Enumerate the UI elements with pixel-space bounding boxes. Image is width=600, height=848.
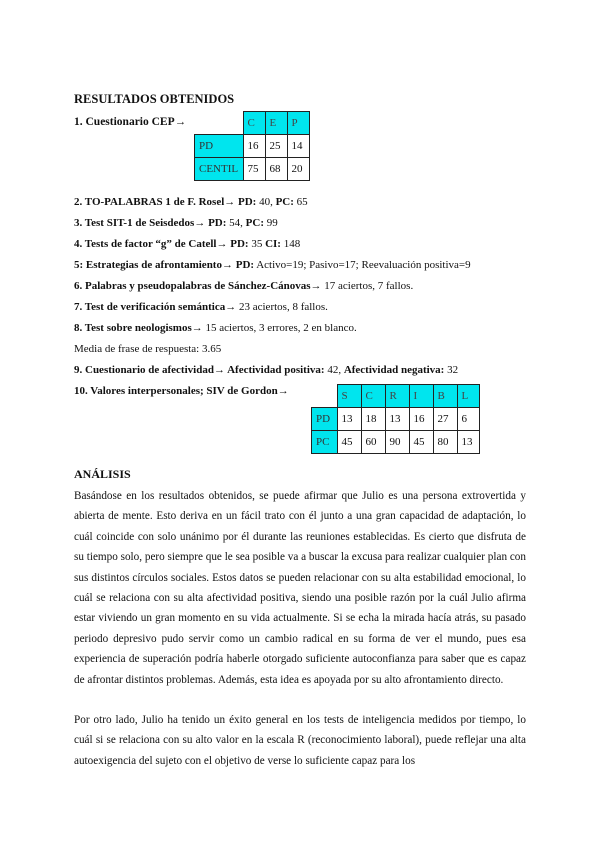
result-item-7: 7. Test de verificación semántica→ 23 aciertos, 8 fallos. [74, 301, 328, 313]
table-row [195, 135, 310, 158]
result-item-5: 5: Estrategias de afrontamiento→ PD: Activo=19; Pasivo=17; Reevaluación positiva=9 [74, 259, 471, 271]
table-header: L [457, 385, 479, 408]
row-label: PD [195, 135, 244, 158]
table-cell: 90 [385, 431, 409, 454]
analysis-heading: ANÁLISIS [74, 467, 131, 481]
table-cell: 45 [337, 431, 361, 454]
table-row [312, 431, 480, 454]
results-heading: RESULTADOS OBTENIDOS [74, 92, 235, 106]
row-label: PD [312, 408, 338, 431]
result-item-4: 4. Tests de factor “g” de Catell→ PD: 35 CI: 148 [74, 238, 301, 250]
table-cell: 75 [243, 158, 265, 181]
table-cell: 18 [361, 408, 385, 431]
table-corner [312, 385, 338, 408]
table-header: S [337, 385, 361, 408]
table-cell: 68 [265, 158, 287, 181]
table-row [195, 112, 310, 135]
table-cell: 13 [337, 408, 361, 431]
analysis-paragraph-1: Basándose en los resultados obtenidos, se puede afirmar que Julio es una persona extrovertida y abierta de mente. Esto deriva en un fácil trato con él junto a una gran capacidad de adaptación, lo cuál coincide con solo unánimo por él durante las reuniones establecidas. Es cierto que disfruta de su tiempo solo, pero siempre que le sea posible va a buscar la excusa para realizar cualquier plan con sus distintos círculos sociales. Estos datos se pueden relacionar con su alta estabilidad emocional, lo cuál se relaciona con su alta afectividad positiva, siendo una posible razón por la cuál Julio afirma estar viviendo un gran momento en su vida actualmente. Si se echa la mirada hacía atrás, su pasado periodo depresivo pudo servir como un cambio radical en su forma de ver el mundo, pues esa experiencia de superación podría haberle otorgado suficiente autoconfianza para saber que es capaz de afrontar distintos problemas. Además, esta idea es apoyada por su alto afrontamiento directo. [74, 490, 526, 686]
result-item-6: 6. Palabras y pseudopalabras de Sánchez-Cánovas→ 17 aciertos, 7 fallos. [74, 280, 414, 292]
table-header: P [287, 112, 309, 135]
row-label: PC [312, 431, 338, 454]
table-cell: 27 [433, 408, 457, 431]
table-cell: 13 [457, 431, 479, 454]
table-cell: 80 [433, 431, 457, 454]
item-siv-label: 10. Valores interpersonales; SIV de Gordon→ [74, 385, 289, 397]
table-header: B [433, 385, 457, 408]
row-label: CENTIL [195, 158, 244, 181]
result-item-8: 8. Test sobre neologismos→ 15 aciertos, 3 errores, 2 en blanco. [74, 322, 357, 334]
table-cell: 6 [457, 408, 479, 431]
table-cell: 13 [385, 408, 409, 431]
table-corner [195, 112, 244, 135]
result-item-9: 9. Cuestionario de afectividad→ Afectividad positiva: 42, Afectividad negativa: 32 [74, 364, 459, 376]
table-header: E [265, 112, 287, 135]
table-cell: 20 [287, 158, 309, 181]
table-row [312, 408, 480, 431]
item-cep-label: 1. Cuestionario CEP→ [74, 116, 187, 128]
result-item-2: 2. TO-PALABRAS 1 de F. Rosel→ PD: 40, PC: 65 [74, 196, 308, 208]
table-row [312, 385, 480, 408]
table-header: C [361, 385, 385, 408]
analysis-paragraph-2: Por otro lado, Julio ha tenido un éxito general en los tests de inteligencia medidos por tiempo, lo cuál si se relaciona con su alto valor en la escala R (reconocimiento laboral), puede reflejar una alta autoexigencia del sujeto con el objetivo de verse lo suficiente capaz para los [74, 714, 526, 767]
result-item-3: 3. Test SIT-1 de Seisdedos→ PD: 54, PC: 99 [74, 217, 278, 229]
table-header: R [385, 385, 409, 408]
table-cell: 45 [409, 431, 433, 454]
cep-table [194, 111, 310, 181]
table-cell: 16 [243, 135, 265, 158]
table-header: I [409, 385, 433, 408]
table-cell: 60 [361, 431, 385, 454]
result-item-8-extra: Media de frase de respuesta: 3.65 [74, 343, 222, 355]
table-row [195, 158, 310, 181]
table-cell: 14 [287, 135, 309, 158]
table-header: C [243, 112, 265, 135]
table-cell: 25 [265, 135, 287, 158]
siv-table [311, 384, 480, 454]
table-cell: 16 [409, 408, 433, 431]
